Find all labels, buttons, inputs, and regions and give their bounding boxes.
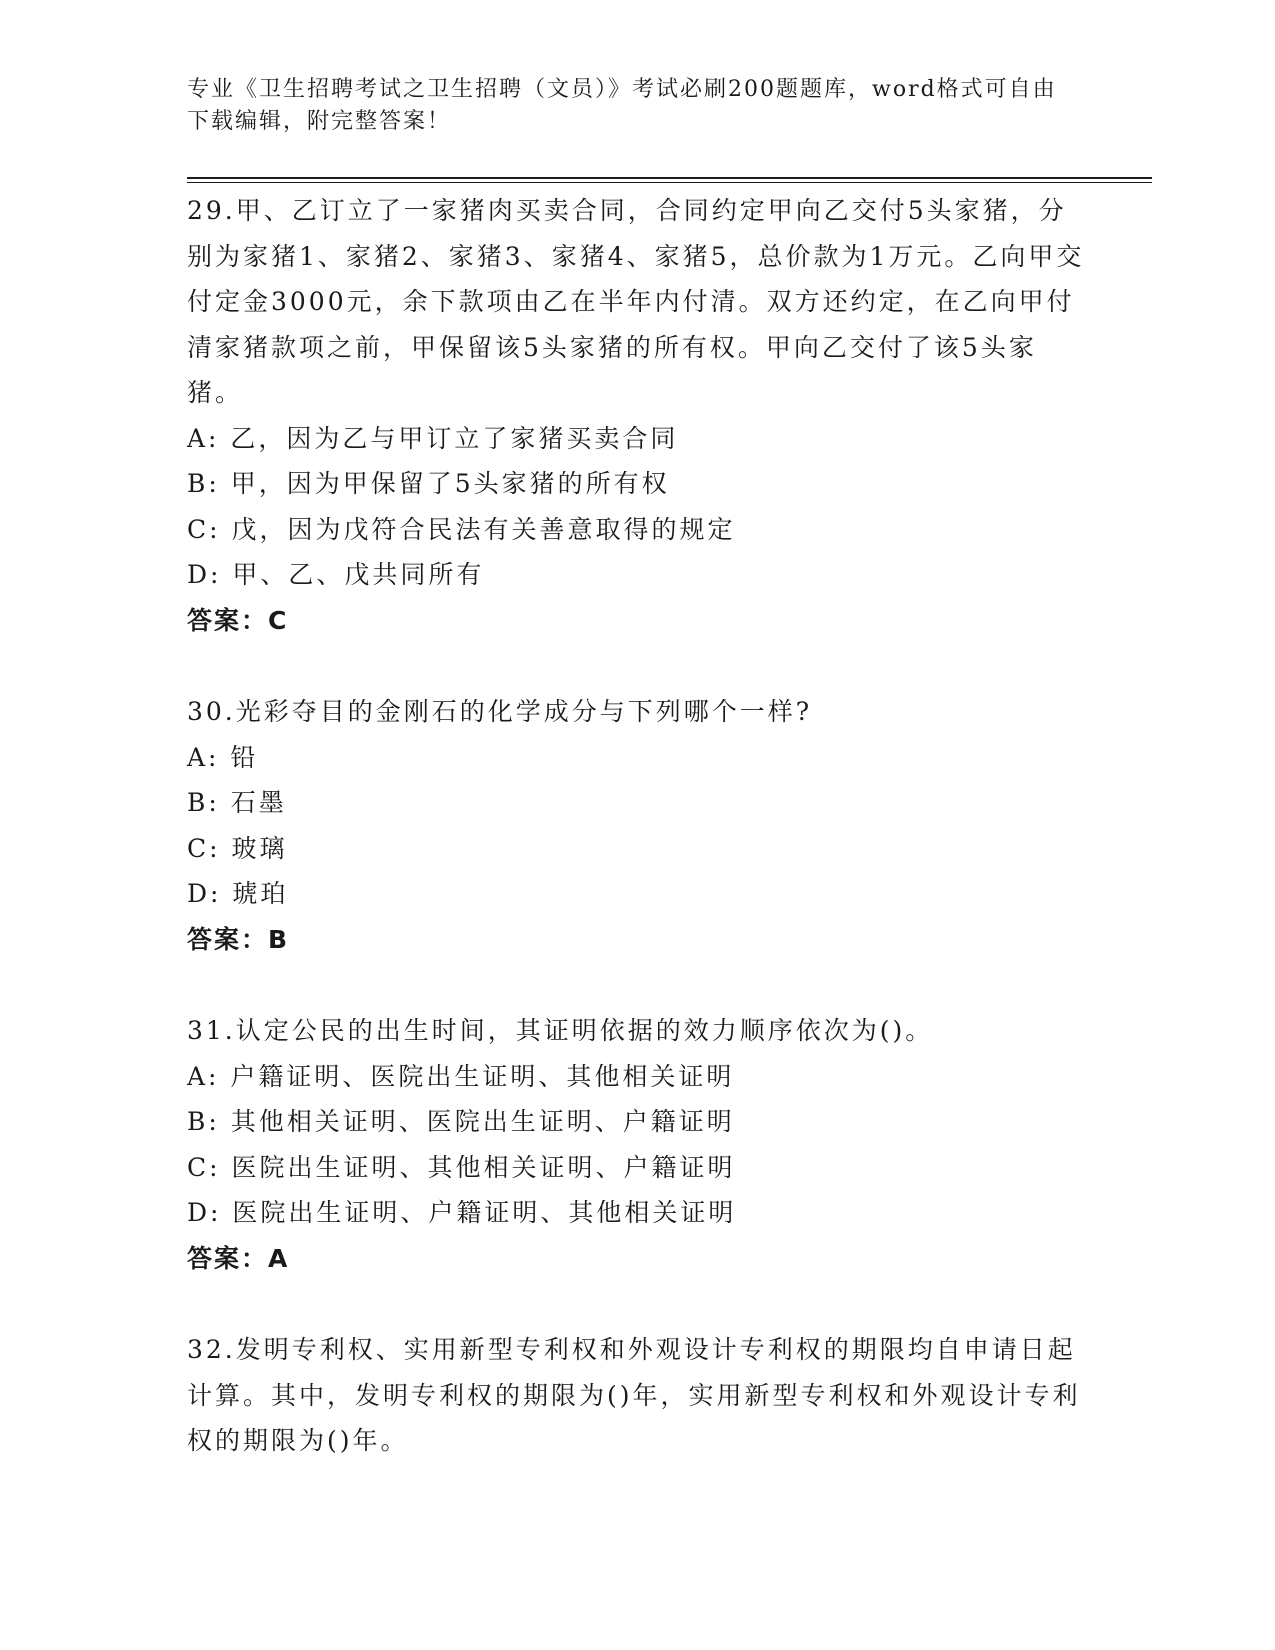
header-divider [187, 177, 1152, 179]
question-stem: 31.认定公民的出生时间，其证明依据的效力顺序依次为()。 [187, 1016, 934, 1045]
question-32 [187, 1327, 1087, 1464]
option-d: D: 医院出生证明、户籍证明、其他相关证明 [187, 1198, 737, 1227]
question-stem: 30.光彩夺目的金刚石的化学成分与下列哪个一样? [187, 697, 813, 726]
option-c: C: 医院出生证明、其他相关证明、户籍证明 [187, 1152, 736, 1182]
option-a: A: 乙，因为乙与甲订立了家猪买卖合同 [187, 423, 679, 453]
document-header: 专业《卫生招聘考试之卫生招聘（文员）》考试必刷200题题库，word格式可自由下载编辑，附完整答案！ [187, 77, 1057, 134]
option-b: B: 石墨 [187, 788, 287, 817]
option-c: C: 戊，因为戊符合民法有关善意取得的规定 [187, 514, 736, 544]
question-31 [187, 1008, 1087, 1281]
answer-label: 答案：C [187, 605, 289, 635]
question-30 [187, 689, 1087, 962]
question-stem: 29.甲、乙订立了一家猪肉买卖合同，合同约定甲向乙交付5头家猪，分别为家猪1、家猪2、家猪3、家猪4、家猪5，总价款为1万元。乙向甲交付定金3000元，余下款项由乙在半年内付清。双方还约定，在乙向甲付清家猪款项之前，甲保留该5头家猪的所有权。甲向乙交付了该5头家猪。 [187, 196, 1085, 407]
answer-label: 答案：B [187, 924, 290, 954]
header-divider-thin [187, 182, 1152, 183]
option-a: A: 铅 [187, 742, 259, 772]
option-d: D: 琥珀 [187, 879, 289, 908]
option-c: C: 玻璃 [187, 833, 288, 863]
option-b: B: 其他相关证明、医院出生证明、户籍证明 [187, 1107, 735, 1136]
question-list [187, 188, 1087, 1510]
question-29 [187, 188, 1087, 643]
question-stem: 32.发明专利权、实用新型专利权和外观设计专利权的期限均自申请日起计算。其中，发明专利权的期限为()年，实用新型专利权和外观设计专利权的期限为()年。 [187, 1335, 1081, 1455]
option-b: B: 甲，因为甲保留了5头家猪的所有权 [187, 469, 670, 498]
answer-label: 答案：A [187, 1243, 290, 1273]
option-d: D: 甲、乙、戊共同所有 [187, 560, 485, 589]
option-a: A: 户籍证明、医院出生证明、其他相关证明 [187, 1061, 735, 1091]
